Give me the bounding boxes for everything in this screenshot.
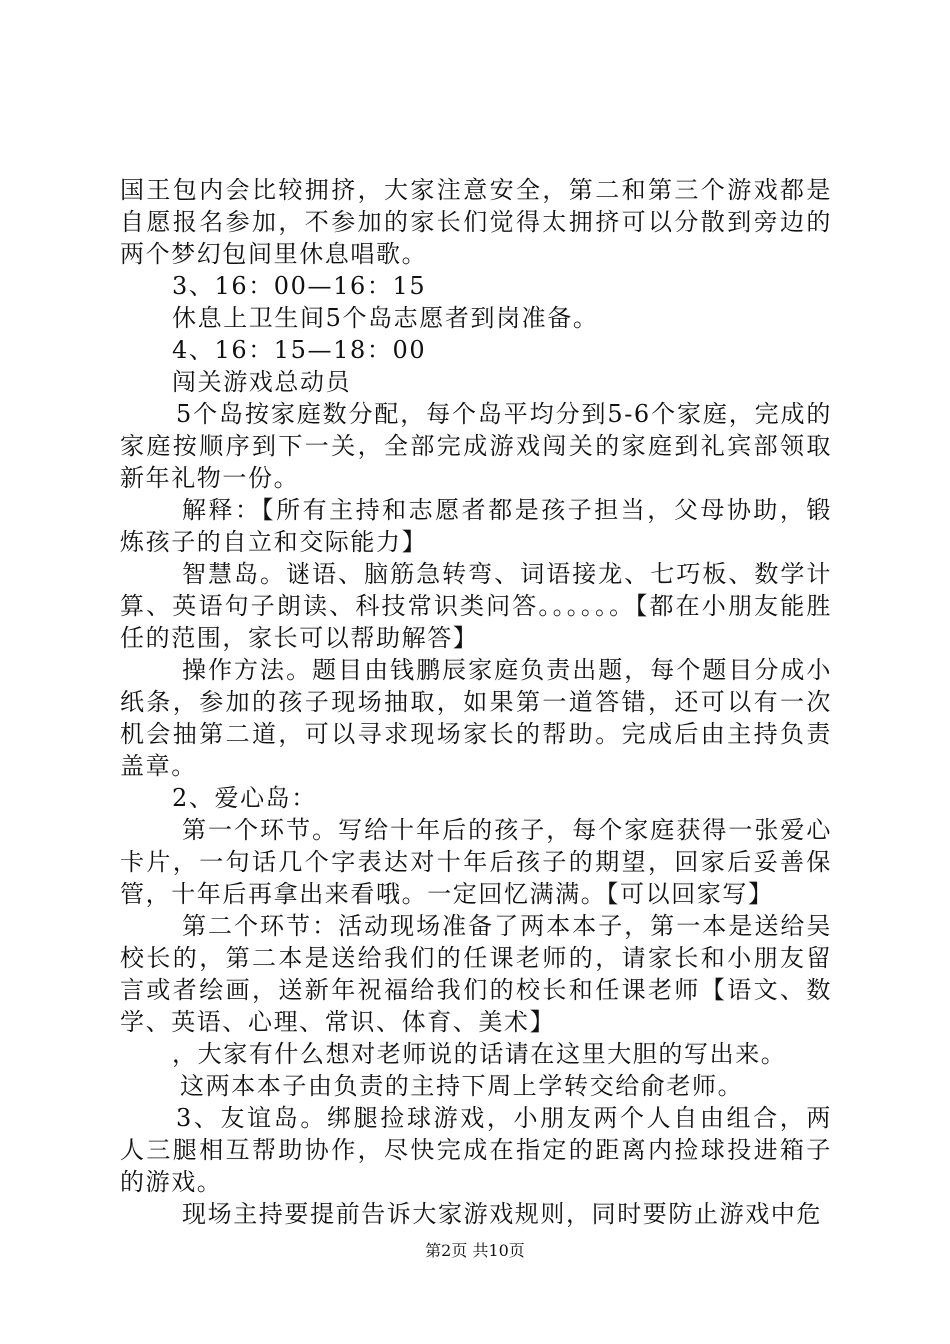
paragraph: 这两本本子由负责的主持下周上学转交给俞老师。: [180, 1072, 744, 1100]
paragraph: 2、爱心岛：: [172, 784, 317, 812]
paragraph: 5个岛按家庭数分配，每个岛平均分到5-6个家庭，完成的家庭按顺序到下一关，全部完成游戏闯关的家庭到礼宾部领取新年礼物一份。: [120, 400, 832, 492]
paragraph: 第二个环节：活动现场准备了两本本子，第一本是送给吴校长的，第二本是送给我们的任课老师的，请家长和小朋友留言或者绘画，送新年祝福给我们的校长和任课老师【语文、数学、英语、心理、常识、体育、美术】: [120, 912, 832, 1036]
paragraph: 3、16：00—16：15: [172, 272, 427, 300]
paragraph: 休息上卫生间5个岛志愿者到岗准备。: [172, 304, 599, 332]
paragraph: ，大家有什么想对老师说的话请在这里大胆的写出来。: [172, 1040, 787, 1068]
paragraph: 3、友谊岛。绑腿捡球游戏，小朋友两个人自由组合，两人三腿相互帮助协作，尽快完成在指定的距离内捡球投进箱子的游戏。: [120, 1104, 832, 1196]
paragraph: 现场主持要提前告诉大家游戏规则，同时要防止游戏中危: [182, 1200, 822, 1228]
paragraph: 第一个环节。写给十年后的孩子，每个家庭获得一张爱心卡片，一句话几个字表达对十年后孩子的期望，回家后妥善保管，十年后再拿出来看哦。一定回忆满满。【可以回家写】: [120, 816, 832, 908]
paragraph: 解释：【所有主持和志愿者都是孩子担当，父母协助，锻炼孩子的自立和交际能力】: [120, 496, 832, 556]
paragraph: 操作方法。题目由钱鹏辰家庭负责出题，每个题目分成小纸条，参加的孩子现场抽取，如果第一道答错，还可以有一次机会抽第二道，可以寻求现场家长的帮助。完成后由主持负责盖章。: [120, 656, 832, 780]
document-body: [120, 174, 832, 1230]
paragraph: 国王包内会比较拥挤，大家注意安全，第二和第三个游戏都是自愿报名参加，不参加的家长们觉得太拥挤可以分散到旁边的两个梦幻包间里休息唱歌。: [120, 176, 832, 268]
paragraph: 智慧岛。谜语、脑筋急转弯、词语接龙、七巧板、数学计算、英语句子朗读、科技常识类问答。。。。。。【都在小朋友能胜任的范围，家长可以帮助解答】: [120, 560, 832, 652]
page-number-footer: 第2页 共10页: [425, 1241, 525, 1260]
paragraph: 闯关游戏总动员: [172, 368, 352, 396]
paragraph: 4、16：15—18：00: [172, 336, 427, 364]
